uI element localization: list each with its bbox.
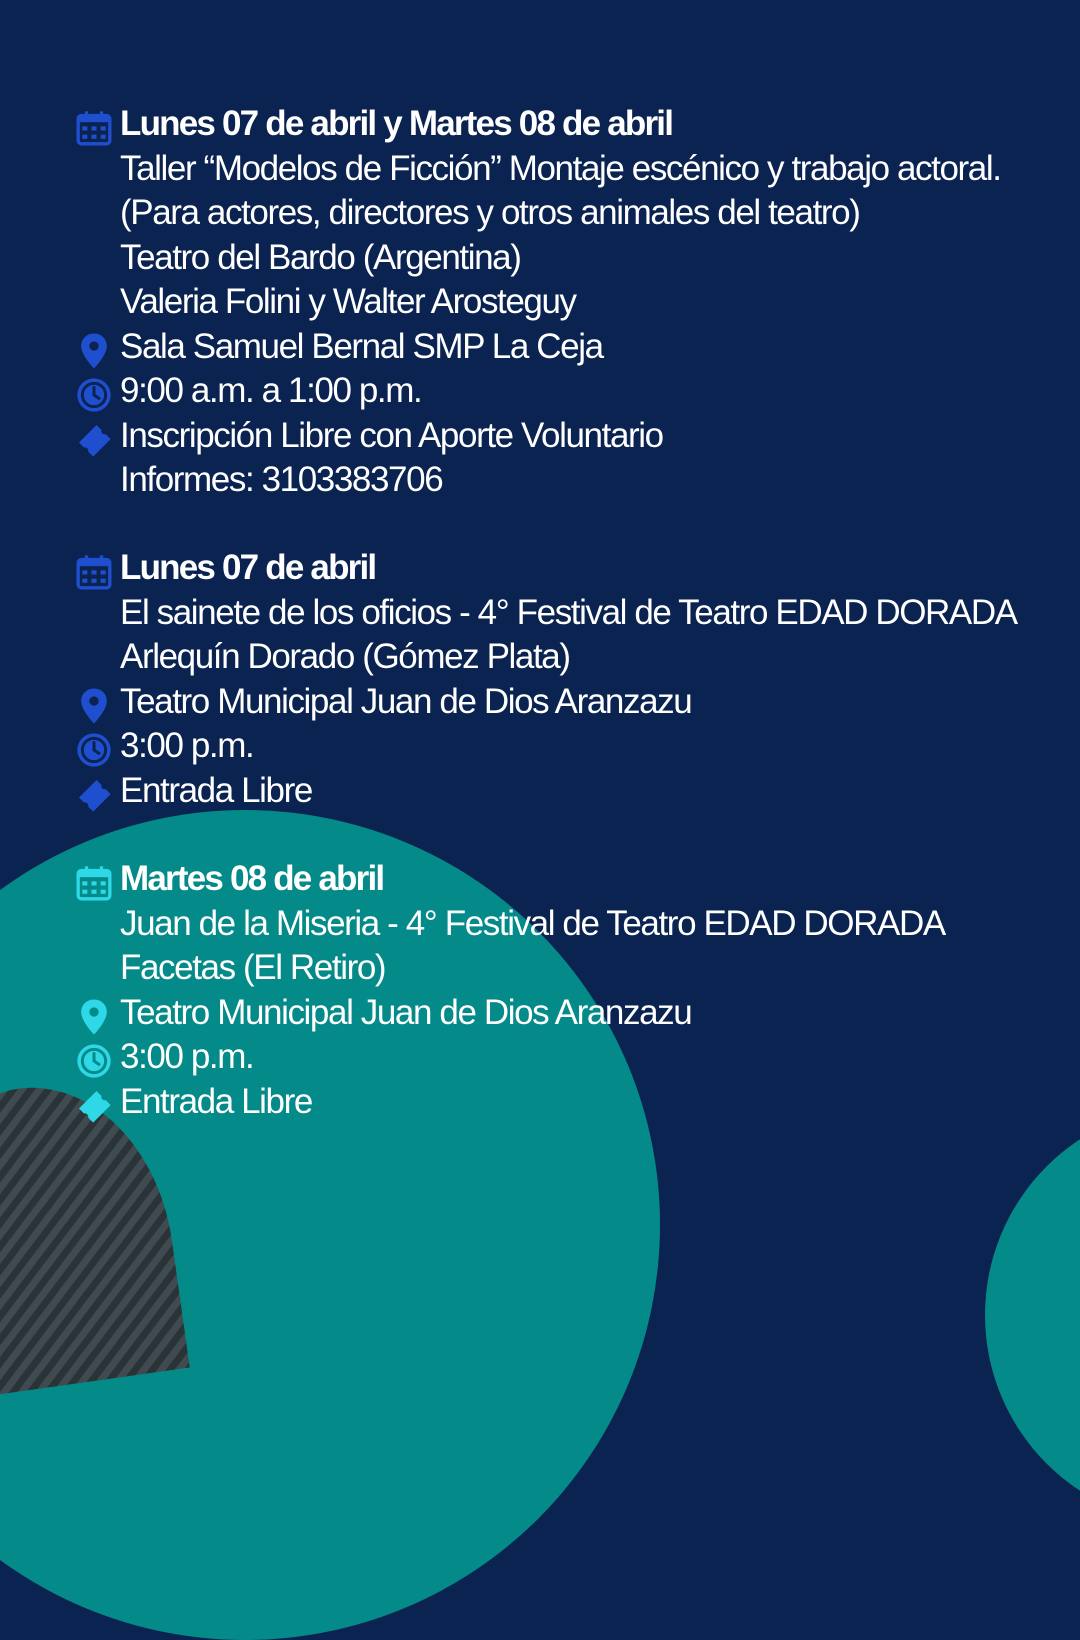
event-date: Martes 08 de abril [74, 857, 1054, 902]
event-title: El sainete de los oficios - 4° Festival de Teatro EDAD DORADA [120, 592, 1017, 632]
event-time: 9:00 a.m. a 1:00 p.m. [74, 369, 1054, 414]
ticket-icon [74, 420, 114, 460]
event-title: Taller “Modelos de Ficción” Montaje escénico y trabajo actoral. [120, 148, 1001, 188]
event-company: Teatro del Bardo (Argentina) [120, 237, 521, 277]
location-pin-icon [74, 331, 114, 371]
event-date: Lunes 07 de abril y Martes 08 de abril [74, 102, 1054, 147]
event-location: Teatro Municipal Juan de Dios Aranzazu [74, 680, 1054, 725]
event-2 [74, 546, 1054, 813]
calendar-icon [74, 108, 114, 148]
event-location: Sala Samuel Bernal SMP La Ceja [74, 325, 1054, 370]
event-location: Teatro Municipal Juan de Dios Aranzazu [74, 991, 1054, 1036]
event-audience: (Para actores, directores y otros animales del teatro) [120, 193, 860, 232]
decorative-circle-right [985, 1105, 1080, 1525]
event-ticket: Inscripción Libre con Aporte Voluntario [74, 414, 1054, 459]
location-pin-icon [74, 997, 114, 1037]
event-3 [74, 857, 1054, 1124]
event-time: 3:00 p.m. [74, 724, 1054, 769]
event-company: Arlequín Dorado (Gómez Plata) [120, 637, 570, 676]
event-1 [74, 102, 1054, 503]
clock-icon [74, 730, 114, 770]
ticket-icon [74, 1086, 114, 1126]
calendar-icon [74, 552, 114, 592]
event-ticket: Entrada Libre [74, 1080, 1054, 1125]
event-date: Lunes 07 de abril [74, 546, 1054, 591]
calendar-icon [74, 863, 114, 903]
clock-icon [74, 375, 114, 415]
clock-icon [74, 1041, 114, 1081]
event-time: 3:00 p.m. [74, 1035, 1054, 1080]
event-company: Facetas (El Retiro) [120, 948, 386, 987]
ticket-icon [74, 775, 114, 815]
location-pin-icon [74, 686, 114, 726]
event-ticket: Entrada Libre [74, 769, 1054, 814]
event-info-phone: Informes: 3103383706 [120, 460, 443, 499]
event-instructors: Valeria Folini y Walter Arosteguy [120, 282, 576, 321]
event-title: Juan de la Miseria - 4° Festival de Teatro EDAD DORADA [120, 903, 945, 943]
